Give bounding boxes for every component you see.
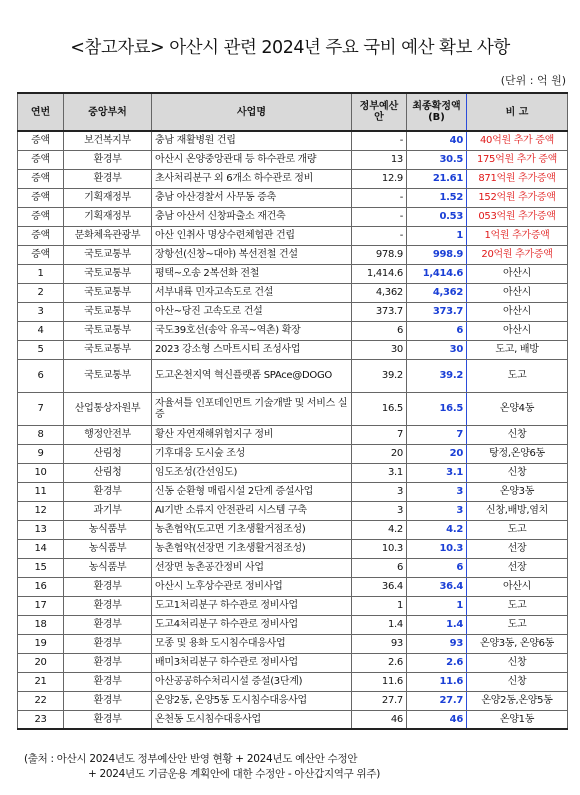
cell-gov-budget: 3.1 (352, 463, 407, 482)
cell-gov-budget: 16.5 (352, 392, 407, 425)
cell-agency: 국토교통부 (64, 264, 152, 283)
cell-agency: 환경부 (64, 150, 152, 169)
cell-note: 도고, 배방 (467, 340, 568, 359)
cell-final-amount: 11.6 (407, 672, 467, 691)
cell-business: 2023 강소형 스마트시티 조성사업 (152, 340, 352, 359)
cell-note: 온양4동 (467, 392, 568, 425)
table-row (18, 226, 568, 245)
cell-note: 온양2동,온양5동 (467, 691, 568, 710)
cell-final-amount: 998.9 (407, 245, 467, 264)
table-header-row (18, 93, 568, 131)
cell-final-amount: 6 (407, 321, 467, 340)
cell-agency: 국토교통부 (64, 283, 152, 302)
cell-final-amount: 36.4 (407, 577, 467, 596)
table-row (18, 501, 568, 520)
cell-final-amount: 93 (407, 634, 467, 653)
cell-agency: 환경부 (64, 672, 152, 691)
cell-business: 기후대응 도시숲 조성 (152, 444, 352, 463)
cell-note: 도고 (467, 615, 568, 634)
cell-gov-budget: 93 (352, 634, 407, 653)
cell-business: 평택~오송 2복선화 전철 (152, 264, 352, 283)
cell-agency: 환경부 (64, 634, 152, 653)
source-note (24, 752, 380, 782)
cell-agency: 과기부 (64, 501, 152, 520)
cell-final-amount: 3.1 (407, 463, 467, 482)
cell-gov-budget: - (352, 226, 407, 245)
cell-note: 아산시 (467, 577, 568, 596)
cell-agency: 산림청 (64, 444, 152, 463)
cell-agency: 농식품부 (64, 539, 152, 558)
cell-final-amount: 2.6 (407, 653, 467, 672)
cell-note: 아산시 (467, 283, 568, 302)
cell-no: 22 (18, 691, 64, 710)
cell-note: 175억원 추가 증액 (467, 150, 568, 169)
cell-gov-budget: 1,414.6 (352, 264, 407, 283)
cell-final-amount: 21.61 (407, 169, 467, 188)
cell-gov-budget: 12.9 (352, 169, 407, 188)
cell-no: 2 (18, 283, 64, 302)
cell-final-amount: 4.2 (407, 520, 467, 539)
cell-gov-budget: 39.2 (352, 359, 407, 392)
cell-business: 자율셔틀 인포데인먼트 기술개발 및 서비스 실증 (152, 392, 352, 425)
cell-gov-budget: 1.4 (352, 615, 407, 634)
cell-note: 053억원 추가증액 (467, 207, 568, 226)
table-row (18, 169, 568, 188)
cell-business: 선장면 농촌공간정비 사업 (152, 558, 352, 577)
cell-no: 12 (18, 501, 64, 520)
cell-business: 임도조성(간선임도) (152, 463, 352, 482)
table-row (18, 188, 568, 207)
cell-business: 황산 자연재해위험지구 정비 (152, 425, 352, 444)
cell-no: 1 (18, 264, 64, 283)
table-row (18, 710, 568, 729)
cell-gov-budget: - (352, 131, 407, 150)
cell-agency: 국토교통부 (64, 245, 152, 264)
budget-table (17, 92, 568, 730)
header-final-amount: 최종확정액(B) (407, 93, 467, 131)
cell-business: 아산시 온양중앙관대 등 하수관로 개량 (152, 150, 352, 169)
cell-note: 신창 (467, 463, 568, 482)
cell-final-amount: 20 (407, 444, 467, 463)
cell-no: 11 (18, 482, 64, 501)
table-row (18, 425, 568, 444)
cell-agency: 환경부 (64, 653, 152, 672)
cell-business: 도고4처리분구 하수관로 정비사업 (152, 615, 352, 634)
cell-final-amount: 10.3 (407, 539, 467, 558)
cell-no: 3 (18, 302, 64, 321)
cell-no: 9 (18, 444, 64, 463)
cell-note: 152억원 추가증액 (467, 188, 568, 207)
cell-no: 20 (18, 653, 64, 672)
unit-label: (단위 : 억 원) (500, 74, 566, 87)
table-row (18, 539, 568, 558)
cell-gov-budget: 11.6 (352, 672, 407, 691)
cell-note: 탕정,온양6동 (467, 444, 568, 463)
cell-note: 도고 (467, 359, 568, 392)
cell-final-amount: 1,414.6 (407, 264, 467, 283)
cell-final-amount: 46 (407, 710, 467, 729)
cell-business: 아산공공하수처리시설 증설(3단계) (152, 672, 352, 691)
cell-final-amount: 1.4 (407, 615, 467, 634)
table-row (18, 482, 568, 501)
table-row (18, 653, 568, 672)
table-row (18, 302, 568, 321)
cell-agency: 환경부 (64, 482, 152, 501)
cell-final-amount: 39.2 (407, 359, 467, 392)
cell-gov-budget: - (352, 188, 407, 207)
table-row (18, 245, 568, 264)
cell-gov-budget: 36.4 (352, 577, 407, 596)
table-row (18, 634, 568, 653)
cell-no: 5 (18, 340, 64, 359)
cell-agency: 기획재정부 (64, 188, 152, 207)
cell-final-amount: 16.5 (407, 392, 467, 425)
cell-gov-budget: 6 (352, 558, 407, 577)
cell-no: 17 (18, 596, 64, 615)
cell-gov-budget: - (352, 207, 407, 226)
cell-final-amount: 0.53 (407, 207, 467, 226)
cell-note: 선장 (467, 558, 568, 577)
cell-business: 농촌협약(도고면 기초생활거점조성) (152, 520, 352, 539)
cell-gov-budget: 27.7 (352, 691, 407, 710)
cell-agency: 환경부 (64, 596, 152, 615)
cell-no: 23 (18, 710, 64, 729)
cell-final-amount: 4,362 (407, 283, 467, 302)
table-row (18, 131, 568, 150)
cell-no: 6 (18, 359, 64, 392)
cell-final-amount: 1 (407, 226, 467, 245)
cell-agency: 보건복지부 (64, 131, 152, 150)
cell-no: 증액 (18, 207, 64, 226)
cell-note: 871억원 추가증액 (467, 169, 568, 188)
cell-note: 아산시 (467, 264, 568, 283)
cell-gov-budget: 3 (352, 482, 407, 501)
cell-final-amount: 7 (407, 425, 467, 444)
cell-gov-budget: 1 (352, 596, 407, 615)
header-business: 사업명 (152, 93, 352, 131)
cell-no: 16 (18, 577, 64, 596)
cell-agency: 산업통상자원부 (64, 392, 152, 425)
header-note: 비 고 (467, 93, 568, 131)
cell-no: 18 (18, 615, 64, 634)
header-no: 연번 (18, 93, 64, 131)
table-row (18, 691, 568, 710)
cell-note: 도고 (467, 520, 568, 539)
source-line-1: (출처 : 아산시 2024년도 정부예산안 반영 현황 + 2024년도 예산안 수정안 (24, 753, 358, 765)
cell-business: 충남 아산경찰서 사무동 증축 (152, 188, 352, 207)
cell-agency: 기획재정부 (64, 207, 152, 226)
header-gov-budget: 정부예산안 (352, 93, 407, 131)
cell-agency: 국토교통부 (64, 302, 152, 321)
table-row (18, 207, 568, 226)
cell-gov-budget: 978.9 (352, 245, 407, 264)
cell-business: 충남 아산서 신창파출소 재건축 (152, 207, 352, 226)
cell-no: 21 (18, 672, 64, 691)
cell-business: 농촌협약(선장면 기초생활거점조성) (152, 539, 352, 558)
cell-no: 증액 (18, 226, 64, 245)
table-row (18, 392, 568, 425)
cell-gov-budget: 7 (352, 425, 407, 444)
cell-agency: 환경부 (64, 615, 152, 634)
table-row (18, 321, 568, 340)
cell-final-amount: 373.7 (407, 302, 467, 321)
cell-business: 신동 순환형 매립시설 2단계 증설사업 (152, 482, 352, 501)
cell-no: 13 (18, 520, 64, 539)
cell-agency: 환경부 (64, 577, 152, 596)
source-line-2: + 2024년도 기금운용 계획안에 대한 수정안 - 아산갑지역구 위주) (88, 768, 380, 780)
cell-note: 1억원 추가증액 (467, 226, 568, 245)
table-row (18, 283, 568, 302)
cell-business: 아산시 노후상수관로 정비사업 (152, 577, 352, 596)
table-row (18, 359, 568, 392)
cell-business: AI기반 소류지 안전관리 시스템 구축 (152, 501, 352, 520)
cell-final-amount: 27.7 (407, 691, 467, 710)
cell-gov-budget: 373.7 (352, 302, 407, 321)
cell-gov-budget: 46 (352, 710, 407, 729)
table-row (18, 558, 568, 577)
cell-note: 도고 (467, 596, 568, 615)
cell-agency: 문화체육관광부 (64, 226, 152, 245)
cell-gov-budget: 10.3 (352, 539, 407, 558)
cell-note: 온양3동 (467, 482, 568, 501)
cell-business: 온양2동, 온양5동 도시침수대응사업 (152, 691, 352, 710)
cell-gov-budget: 2.6 (352, 653, 407, 672)
cell-no: 15 (18, 558, 64, 577)
cell-gov-budget: 4,362 (352, 283, 407, 302)
cell-business: 충남 재활병원 건립 (152, 131, 352, 150)
table-row (18, 615, 568, 634)
header-agency: 중앙부처 (64, 93, 152, 131)
cell-business: 초사처리분구 외 6개소 하수관로 정비 (152, 169, 352, 188)
cell-note: 온양1동 (467, 710, 568, 729)
cell-no: 증액 (18, 150, 64, 169)
cell-note: 선장 (467, 539, 568, 558)
cell-no: 10 (18, 463, 64, 482)
cell-note: 신창,배방,염치 (467, 501, 568, 520)
table-row (18, 444, 568, 463)
cell-note: 신창 (467, 672, 568, 691)
cell-business: 국도39호선(송악 유곡~역촌) 확장 (152, 321, 352, 340)
cell-note: 신창 (467, 425, 568, 444)
cell-note: 온양3동, 온양6동 (467, 634, 568, 653)
table-row (18, 264, 568, 283)
cell-final-amount: 1.52 (407, 188, 467, 207)
cell-business: 아산~당진 고속도로 건설 (152, 302, 352, 321)
table-row (18, 520, 568, 539)
cell-gov-budget: 4.2 (352, 520, 407, 539)
cell-business: 아산 인취사 명상수련체험관 건립 (152, 226, 352, 245)
cell-business: 도고온천지역 혁신플랫폼 SPAce@DOGO (152, 359, 352, 392)
cell-note: 20억원 추가증액 (467, 245, 568, 264)
table-row (18, 596, 568, 615)
cell-business: 도고1처리분구 하수관로 정비사업 (152, 596, 352, 615)
cell-no: 증액 (18, 188, 64, 207)
cell-final-amount: 40 (407, 131, 467, 150)
cell-gov-budget: 20 (352, 444, 407, 463)
cell-note: 40억원 추가 증액 (467, 131, 568, 150)
cell-agency: 농식품부 (64, 558, 152, 577)
cell-note: 아산시 (467, 321, 568, 340)
cell-business: 온천동 도시침수대응사업 (152, 710, 352, 729)
cell-note: 신창 (467, 653, 568, 672)
cell-no: 14 (18, 539, 64, 558)
cell-gov-budget: 13 (352, 150, 407, 169)
cell-final-amount: 1 (407, 596, 467, 615)
cell-no: 7 (18, 392, 64, 425)
cell-business: 모종 및 용화 도시침수대응사업 (152, 634, 352, 653)
table-row (18, 150, 568, 169)
cell-gov-budget: 30 (352, 340, 407, 359)
table-row (18, 340, 568, 359)
cell-no: 19 (18, 634, 64, 653)
cell-agency: 행정안전부 (64, 425, 152, 444)
cell-business: 서부내륙 민자고속도로 건설 (152, 283, 352, 302)
cell-no: 4 (18, 321, 64, 340)
cell-final-amount: 30.5 (407, 150, 467, 169)
cell-gov-budget: 6 (352, 321, 407, 340)
cell-agency: 산림청 (64, 463, 152, 482)
table-row (18, 577, 568, 596)
cell-note: 아산시 (467, 302, 568, 321)
table-row (18, 672, 568, 691)
cell-final-amount: 30 (407, 340, 467, 359)
cell-business: 배미3처리분구 하수관로 정비사업 (152, 653, 352, 672)
cell-final-amount: 3 (407, 501, 467, 520)
cell-no: 증액 (18, 131, 64, 150)
cell-agency: 농식품부 (64, 520, 152, 539)
cell-final-amount: 6 (407, 558, 467, 577)
cell-final-amount: 3 (407, 482, 467, 501)
cell-no: 증액 (18, 169, 64, 188)
cell-agency: 환경부 (64, 169, 152, 188)
cell-agency: 환경부 (64, 710, 152, 729)
cell-business: 장항선(신창~대야) 복선전철 건설 (152, 245, 352, 264)
cell-agency: 환경부 (64, 691, 152, 710)
cell-no: 8 (18, 425, 64, 444)
cell-no: 증액 (18, 245, 64, 264)
cell-agency: 국토교통부 (64, 359, 152, 392)
cell-agency: 국토교통부 (64, 321, 152, 340)
cell-gov-budget: 3 (352, 501, 407, 520)
page-title: <참고자료> 아산시 관련 2024년 주요 국비 예산 확보 사항 (70, 38, 510, 58)
cell-agency: 국토교통부 (64, 340, 152, 359)
table-row (18, 463, 568, 482)
